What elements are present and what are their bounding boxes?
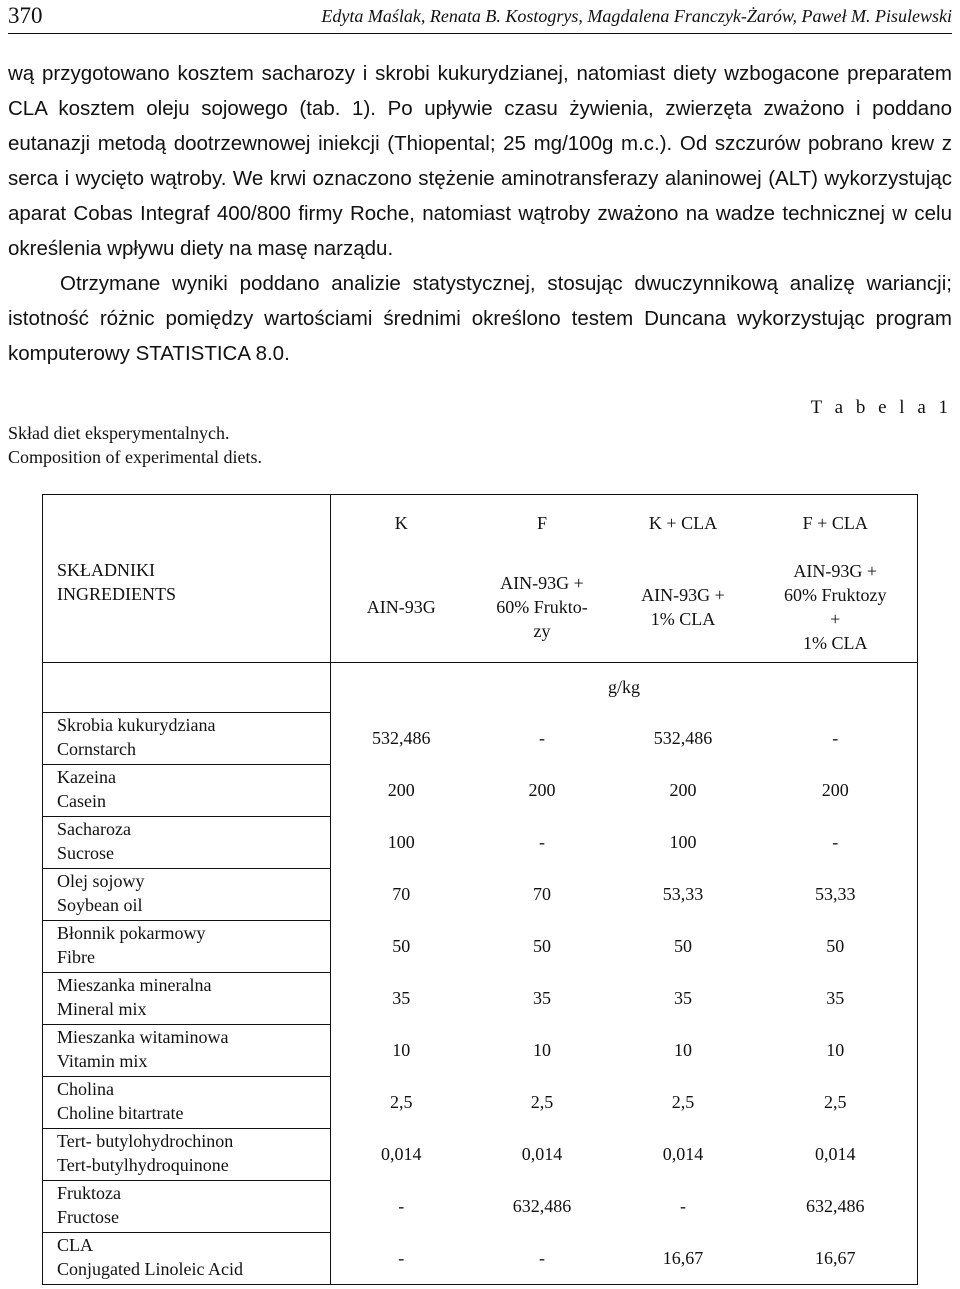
unit-row (43, 663, 918, 713)
ingredient-en: Cornstarch (57, 739, 136, 759)
ingredient-pl: Fruktoza (57, 1183, 121, 1203)
value-cell: 53,33 (754, 869, 918, 921)
value-cell: 10 (754, 1025, 918, 1077)
ingredient-pl: Błonnik pokarmowy (57, 923, 206, 943)
value-cell: 16,67 (613, 1233, 754, 1285)
ingredient-cell (43, 1181, 331, 1233)
value-cell: 35 (674, 988, 692, 1008)
value-cell: 50 (533, 936, 551, 956)
ingredient-cell (43, 1233, 331, 1285)
page-number: 370 (8, 3, 43, 28)
value-cell: 100 (331, 817, 472, 869)
value-cell: - (331, 1233, 472, 1285)
ingredient-en: Conjugated Linoleic Acid (57, 1259, 243, 1279)
table-row (43, 1233, 918, 1285)
value-cell: 50 (754, 921, 918, 973)
diet-k: AIN-93G (331, 553, 472, 663)
diet-k-cla: AIN-93G + 1% CLA (613, 553, 754, 663)
ingredient-pl: Mieszanka witaminowa (57, 1027, 229, 1047)
value-cell: 2,5 (671, 1092, 695, 1112)
header-pl: SKŁADNIKI (57, 560, 155, 580)
table-row (43, 869, 918, 921)
value-cell: - (754, 713, 918, 765)
body-text (8, 56, 952, 371)
table-row (43, 1025, 918, 1077)
value-cell: 2,5 (754, 1077, 918, 1129)
value-cell: 200 (528, 780, 556, 800)
unit-cell: g/kg (331, 663, 918, 713)
ingredient-cell (43, 869, 331, 921)
ingredient-pl: Cholina (57, 1079, 114, 1099)
table-row (43, 973, 918, 1025)
ingredient-pl: CLA (57, 1235, 93, 1255)
value-cell: 0,014 (331, 1129, 472, 1181)
value-cell: 2,5 (530, 1092, 554, 1112)
table-row (43, 1181, 918, 1233)
ingredient-pl: Skrobia kukurydziana (57, 715, 216, 735)
table-row (43, 1077, 918, 1129)
value-cell: - (680, 1196, 686, 1216)
value-cell: - (539, 728, 545, 748)
diet-composition-table (42, 494, 918, 1285)
table-row (43, 921, 918, 973)
table-row (43, 713, 918, 765)
ingredient-en: Choline bitartrate (57, 1103, 184, 1123)
value-cell: - (472, 1233, 613, 1285)
ingredient-pl: Olej sojowy (57, 871, 145, 891)
group-k-cla: K + CLA (613, 495, 754, 553)
value-cell: 35 (331, 973, 472, 1025)
paragraph-1: wą przygotowano kosztem sacharozy i skrobi kukurydzianej, natomiast diety wzbogacone preparatem CLA kosztem oleju sojowego (tab. 1). Po upływie czasu żywienia, zwierzęta zważono i poddano eutanazji metodą dootrzewnowej iniekcji (Thiopental; 25 mg/100g m.c.). Od szczurów pobrano krew z serca i wycięto wątroby. We krwi oznaczono stężenie aminotransferazy alaninowej (ALT) wykorzystując aparat Cobas Integraf 400/800 firmy Roche, natomiast wątroby zważono na wadze technicznej w celu określenia wpływu diety na masę narządu. (8, 62, 952, 260)
ingredient-pl: Tert- butylohydrochinon (57, 1131, 234, 1151)
ingredient-en: Fibre (57, 947, 95, 967)
value-cell: - (539, 832, 545, 852)
value-cell: 16,67 (754, 1233, 918, 1285)
caption-pl: Skład diet eksperymentalnych. (8, 423, 230, 443)
page-header (8, 0, 952, 34)
ingredient-cell (43, 1129, 331, 1181)
ingredient-en: Fructose (57, 1207, 119, 1227)
header-en: INGREDIENTS (57, 584, 176, 604)
value-cell: 53,33 (662, 884, 704, 904)
ingredient-en: Soybean oil (57, 895, 143, 915)
ingredient-pl: Kazeina (57, 767, 116, 787)
ingredient-en: Tert-butylhydroquinone (57, 1155, 229, 1175)
group-k: K (331, 495, 472, 553)
ingredient-en: Vitamin mix (57, 1051, 148, 1071)
value-cell: 50 (331, 921, 472, 973)
diet-f: AIN-93G + 60% Frukto- zy (472, 553, 613, 663)
value-cell: 10 (331, 1025, 472, 1077)
paragraph-2: Otrzymane wyniki poddano analizie statystycznej, stosując dwuczynnikową analizę wariancji; istotność różnic pomiędzy wartościami średnimi określono testem Duncana wykorzystując program komputerowy STATISTICA 8.0. (8, 272, 952, 365)
ingredient-cell (43, 973, 331, 1025)
ingredient-cell (43, 1025, 331, 1077)
table-row (43, 817, 918, 869)
ingredient-cell (43, 713, 331, 765)
value-cell: 0,014 (662, 1144, 704, 1164)
value-cell: 70 (533, 884, 551, 904)
ingredient-rows (43, 713, 918, 1285)
unit-row-blank (43, 663, 331, 713)
group-f-cla: F + CLA (754, 495, 918, 553)
running-title: Edyta Maślak, Renata B. Kostogrys, Magdalena Franczyk-Żarów, Paweł M. Pisulewski (321, 6, 952, 26)
value-cell: 35 (533, 988, 551, 1008)
value-cell: - (754, 817, 918, 869)
value-cell: 100 (669, 832, 697, 852)
value-cell: 532,486 (331, 713, 472, 765)
ingredient-en: Sucrose (57, 843, 114, 863)
value-cell: 35 (754, 973, 918, 1025)
ingredient-cell (43, 1077, 331, 1129)
group-f: F (472, 495, 613, 553)
ingredient-en: Casein (57, 791, 106, 811)
ingredient-cell (43, 817, 331, 869)
value-cell: 10 (533, 1040, 551, 1060)
ingredient-en: Mineral mix (57, 999, 147, 1019)
table-row (43, 1129, 918, 1181)
value-cell: 200 (331, 765, 472, 817)
table-caption (8, 421, 262, 469)
value-cell: 10 (674, 1040, 692, 1060)
caption-en: Composition of experimental diets. (8, 447, 262, 467)
ingredient-cell (43, 765, 331, 817)
group-header-row (43, 495, 918, 553)
value-cell: 200 (754, 765, 918, 817)
value-cell: 0,014 (521, 1144, 563, 1164)
value-cell: 70 (331, 869, 472, 921)
table-row (43, 765, 918, 817)
value-cell: 200 (669, 780, 697, 800)
value-cell: - (331, 1181, 472, 1233)
header-rule (8, 33, 952, 34)
table-label: T a b e l a 1 (810, 397, 952, 418)
value-cell: 2,5 (331, 1077, 472, 1129)
ingredient-pl: Sacharoza (57, 819, 131, 839)
value-cell: 632,486 (754, 1181, 918, 1233)
value-cell: 532,486 (653, 728, 713, 748)
value-cell: 0,014 (754, 1129, 918, 1181)
value-cell: 632,486 (512, 1196, 572, 1216)
diet-f-cla: AIN-93G + 60% Fruktozy + 1% CLA (754, 553, 918, 663)
ingredients-header-cell (43, 495, 331, 663)
ingredient-cell (43, 921, 331, 973)
value-cell: 50 (674, 936, 692, 956)
ingredient-pl: Mieszanka mineralna (57, 975, 212, 995)
